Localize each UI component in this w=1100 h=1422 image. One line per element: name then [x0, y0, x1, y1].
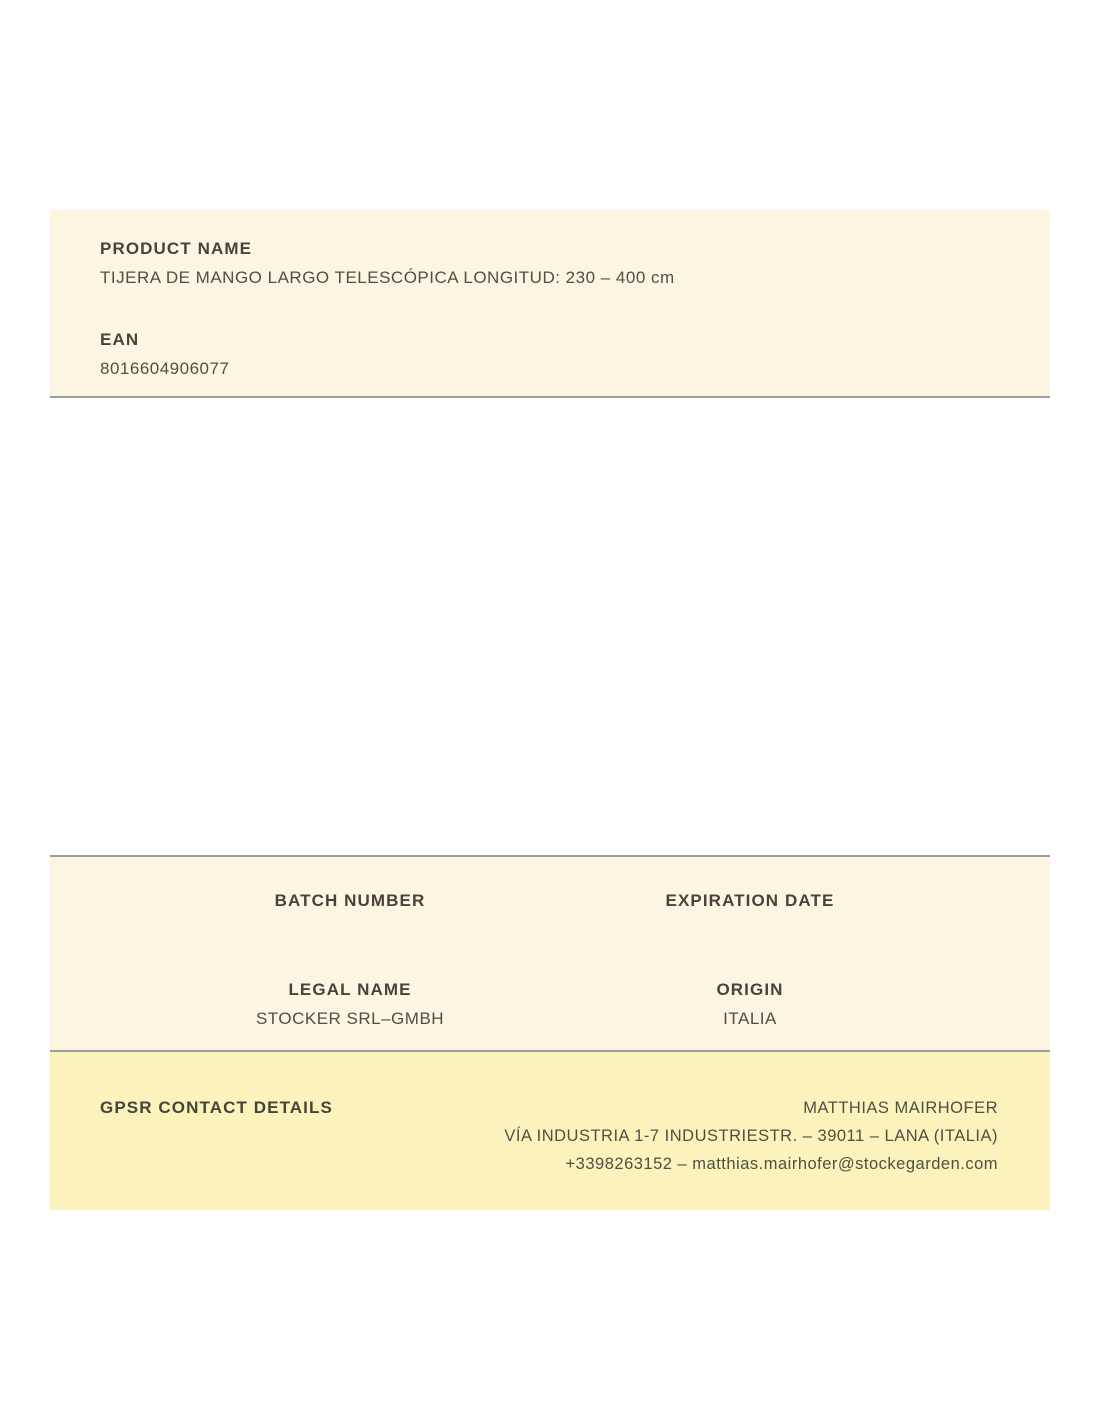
batch-number-value [150, 919, 550, 941]
gpsr-contact-panel [50, 1052, 1050, 1210]
expiration-date-label: EXPIRATION DATE [665, 891, 835, 910]
origin-value: ITALIA [723, 1009, 777, 1028]
product-info-panel [50, 210, 1050, 398]
origin-label: ORIGIN [716, 980, 784, 999]
legal-name-value: STOCKER SRL–GMBH [255, 1009, 445, 1028]
expiration-date-value [550, 919, 950, 941]
legal-name-label: LEGAL NAME [288, 980, 412, 999]
product-name-value: TIJERA DE MANGO LARGO TELESCÓPICA LONGITUD: 230 – 400 cm [100, 268, 675, 287]
product-name-label: PRODUCT NAME [100, 239, 253, 258]
product-name-field [100, 238, 1000, 289]
expiration-date-column [550, 890, 950, 1030]
gpsr-contact-label: GPSR CONTACT DETAILS [100, 1098, 333, 1117]
gpsr-contact-phone-email: +3398263152 – matthias.mairhofer@stockegarden.com [565, 1155, 998, 1173]
gpsr-contact-address: VÍA INDUSTRIA 1-7 INDUSTRIESTR. – 39011 – LANA (ITALIA) [504, 1127, 998, 1145]
batch-origin-panel [50, 855, 1050, 1052]
gpsr-contact-block [504, 1097, 998, 1181]
batch-origin-grid [150, 890, 950, 1030]
ean-label: EAN [100, 330, 140, 349]
batch-number-label: BATCH NUMBER [274, 891, 426, 910]
ean-value: 8016604906077 [100, 359, 230, 378]
ean-field [100, 329, 1000, 380]
batch-number-column [150, 890, 550, 1030]
gpsr-contact-name: MATTHIAS MAIRHOFER [803, 1099, 998, 1117]
